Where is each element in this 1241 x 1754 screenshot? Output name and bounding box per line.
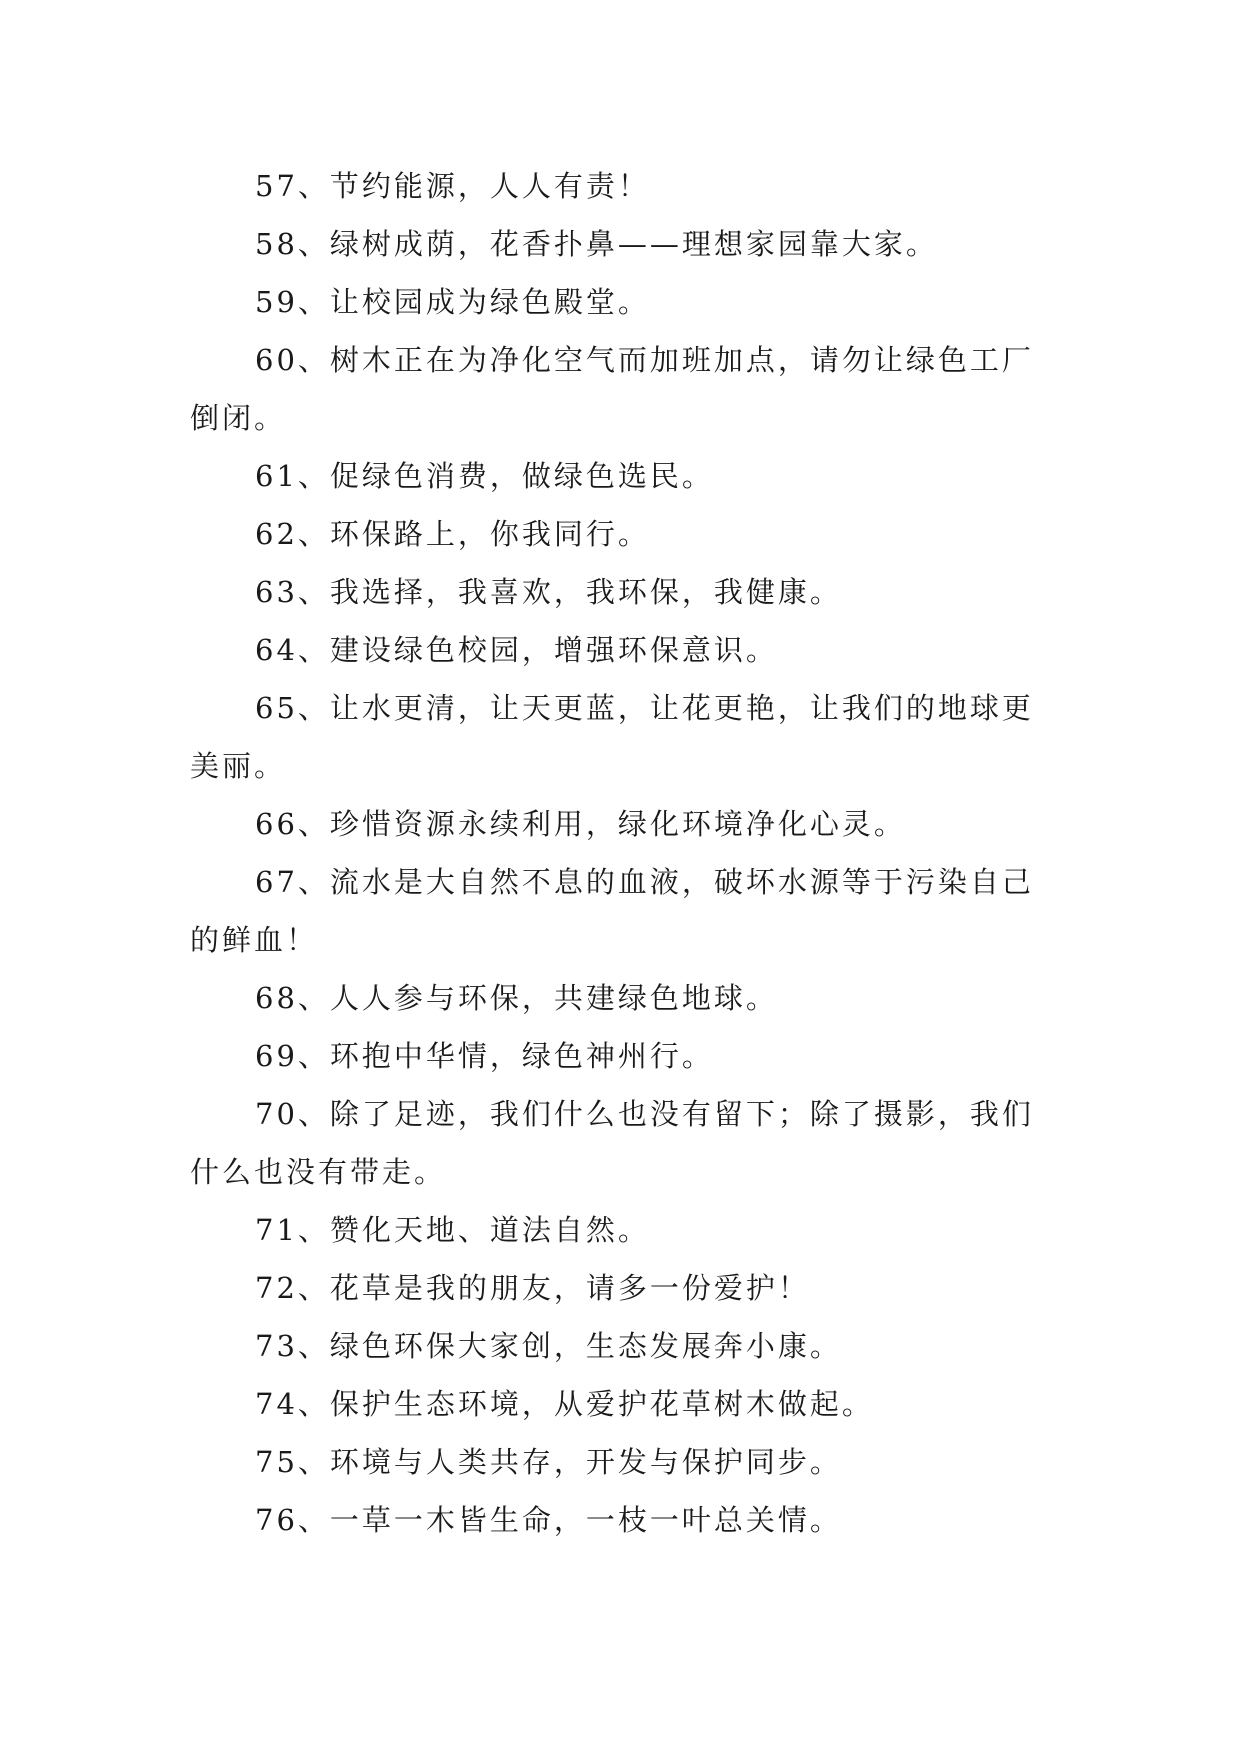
slogan-list: [190, 157, 1056, 1549]
slogan-paragraph: 73、绿色环保大家创，生态发展奔小康。: [255, 1329, 842, 1363]
slogan-paragraph: 76、一草一木皆生命，一枝一叶总关情。: [255, 1503, 842, 1537]
slogan-paragraph: 59、让校园成为绿色殿堂。: [255, 285, 650, 319]
slogan-paragraph: 70、除了足迹，我们什么也没有留下；除了摄影，我们什么也没有带走。: [190, 1097, 1034, 1189]
slogan-paragraph: 66、珍惜资源永续利用，绿化环境净化心灵。: [255, 807, 906, 841]
slogan-paragraph: 62、环保路上，你我同行。: [255, 517, 650, 551]
slogan-paragraph: 72、花草是我的朋友，请多一份爱护！: [255, 1271, 810, 1305]
slogan-paragraph: 68、人人参与环保，共建绿色地球。: [255, 981, 778, 1015]
slogan-paragraph: 67、流水是大自然不息的血液，破坏水源等于污染自己的鲜血！: [190, 865, 1034, 957]
slogan-paragraph: 64、建设绿色校园，增强环保意识。: [255, 633, 778, 667]
slogan-paragraph: 69、环抱中华情，绿色神州行。: [255, 1039, 714, 1073]
slogan-paragraph: 63、我选择，我喜欢，我环保，我健康。: [255, 575, 842, 609]
slogan-paragraph: 57、节约能源，人人有责！: [255, 169, 650, 203]
slogan-paragraph: 71、赞化天地、道法自然。: [255, 1213, 650, 1247]
slogan-paragraph: 60、树木正在为净化空气而加班加点，请勿让绿色工厂倒闭。: [190, 343, 1034, 435]
slogan-paragraph: 74、保护生态环境，从爱护花草树木做起。: [255, 1387, 874, 1421]
slogan-paragraph: 75、环境与人类共存，开发与保护同步。: [255, 1445, 842, 1479]
slogan-paragraph: 61、促绿色消费，做绿色选民。: [255, 459, 714, 493]
slogan-paragraph: 65、让水更清，让天更蓝，让花更艳，让我们的地球更美丽。: [190, 691, 1034, 783]
slogan-paragraph: 58、绿树成荫，花香扑鼻——理想家园靠大家。: [255, 227, 938, 261]
